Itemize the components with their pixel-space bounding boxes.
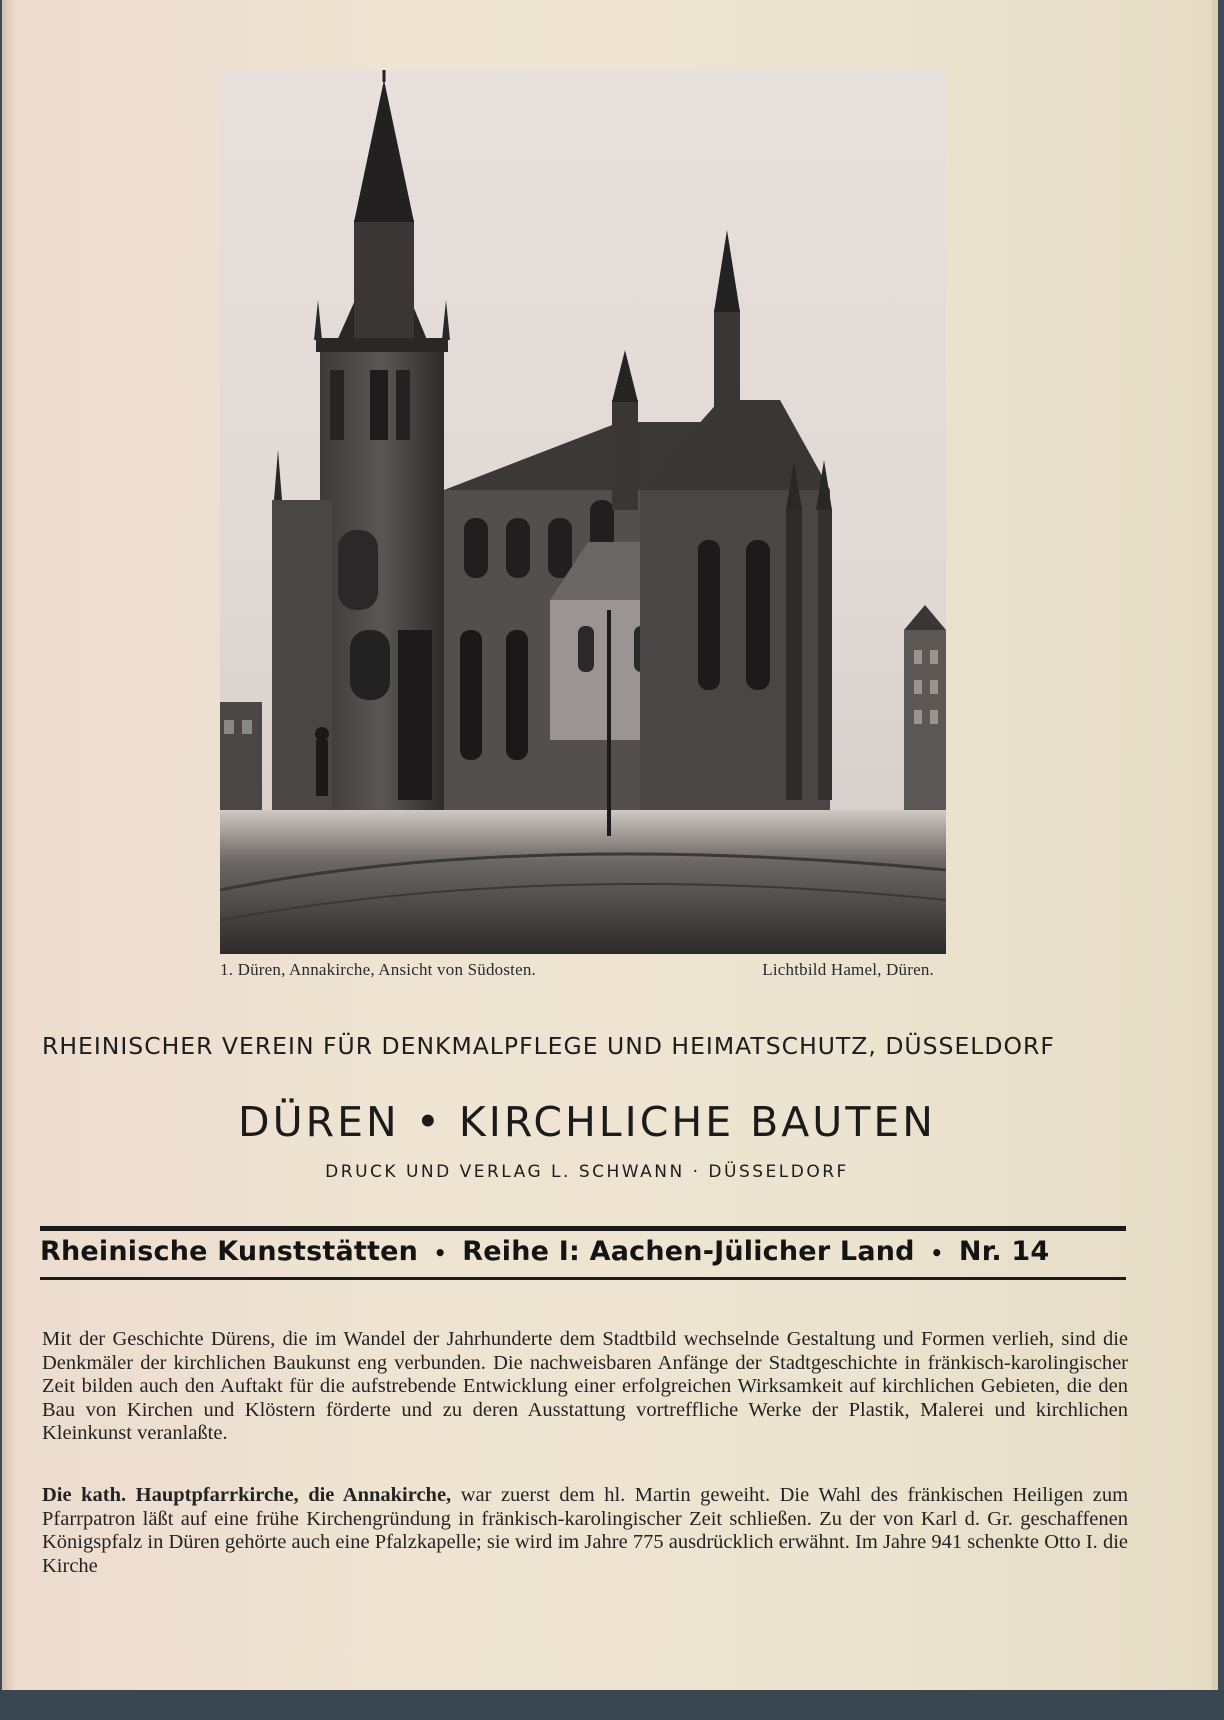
paragraph-text: war zuerst dem hl. Martin geweiht. Die Wahl des fränkischen Heiligen zum Pfarrpatron läßt auf eine frühe Kirchengründung in fränkisch-karolingischer Zeit schließen. Zu der von Karl d. Gr. geschaffenen Königspfalz in Düren gehörte auch eine Pfalzkapelle; sie wird im Jahre 775 ausdrücklich erwähnt. Im Jahre 941 schenkte Otto I. die Kirche	[42, 1484, 1129, 1577]
church-photograph	[220, 70, 946, 954]
top-rule	[40, 1226, 1126, 1231]
series-line	[40, 1236, 1126, 1267]
paragraph-lead: Die kath. Hauptpfarrkirche, die Annakirche,	[42, 1484, 452, 1506]
body-paragraph-2	[42, 1484, 1128, 1578]
series-separator: •	[930, 1241, 944, 1265]
background-edge	[0, 1690, 1224, 1720]
bottom-rule	[40, 1277, 1126, 1280]
body-paragraph-1: Mit der Geschichte Dürens, die im Wandel der Jahrhunderte dem Stadtbild wechselnde Gestaltung und Formen verlieh, sind die Denkmäler der kirchlichen Baukunst eng verbunden. Die nachweisbaren Anfänge der Stadtgeschichte in fränkisch-karolingischer Zeit bilden auch den Auftakt für die aufstrebende Entwicklung einer erfolgreichen Wirksamkeit auf kirchlichen Gebieten, die den Bau von Kirchen und Klöstern förderte und zu deren Ausstattung vortreffliche Werke der Plastik, Malerei und kirchlichen Kleinkunst veranlaßte.	[42, 1328, 1128, 1444]
series-row: Reihe I: Aachen-Jülicher Land	[462, 1236, 915, 1267]
series-separator: •	[433, 1241, 447, 1265]
publisher-line: RHEINISCHER VEREIN FÜR DENKMALPFLEGE UND HEIMATSCHUTZ, DÜSSELDORF	[42, 1032, 1055, 1060]
photo-credit: Lichtbild Hamel, Düren.	[762, 960, 934, 979]
imprint-line: DRUCK UND VERLAG L. SCHWANN · DÜSSELDORF	[325, 1162, 849, 1182]
page-spine-shadow	[2, 0, 16, 1690]
series-number: Nr. 14	[958, 1236, 1050, 1267]
document-page	[2, 0, 1218, 1690]
series-name: Rheinische Kunststätten	[40, 1236, 419, 1267]
photo-caption: 1. Düren, Annakirche, Ansicht von Südosten.	[220, 960, 536, 979]
page-title: DÜREN • KIRCHLICHE BAUTEN	[238, 1098, 936, 1146]
